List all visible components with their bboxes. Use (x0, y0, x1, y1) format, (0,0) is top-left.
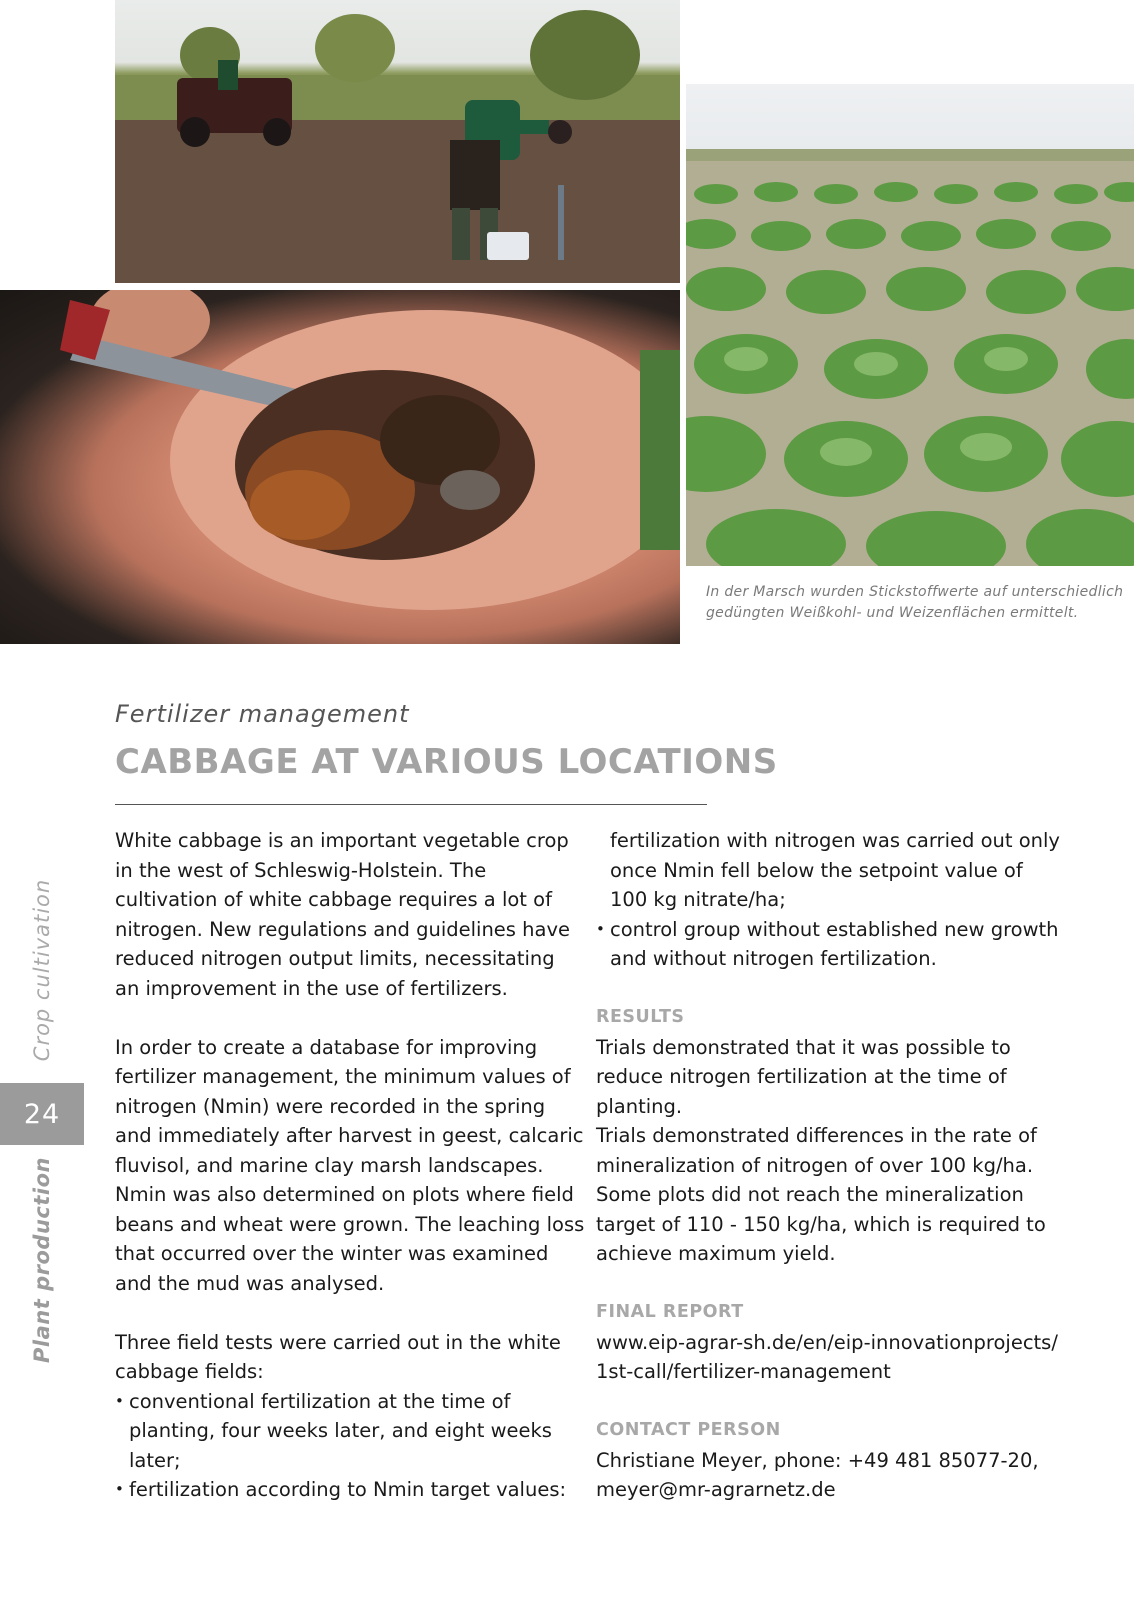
photo-cabbage-field (686, 84, 1134, 566)
section-label-text: Crop cultivation (30, 878, 54, 1062)
list-item: • conventional fertilization at the time of planting, four weeks later, and eight weeks later; (115, 1387, 585, 1476)
chapter-label-text: Plant production (30, 1157, 54, 1363)
list-item-continuation: fertilization with nitrogen was carried out only once Nmin fell below the setpoint value of 100 kg nitrate/ha; (610, 829, 1060, 911)
intro-paragraph: White cabbage is an important vegetable crop in the west of Schleswig-Holstein. The cultivation of white cabbage requires a lot of nitrogen. New regulations and guidelines have reduced nitrogen output limits, necessitating an improvement in the use of fertilizers. (115, 829, 571, 1000)
contact-phone: Christiane Meyer, phone: +49 481 85077-20, (596, 1448, 1039, 1472)
left-column (115, 826, 585, 1505)
field-tests-paragraph: Three field tests were carried out in the white cabbage fields: (115, 1330, 561, 1383)
title-divider (115, 804, 707, 805)
photo-soil-in-hand (0, 290, 680, 644)
field-illustration (115, 0, 680, 283)
article-title: CABBAGE AT VARIOUS LOCATIONS (115, 742, 778, 782)
photo-caption: In der Marsch wurden Stickstoffwerte auf unterschiedlich gedüngten Weißkohl- und Weizenflächen ermittelt. (706, 584, 1124, 621)
right-column (596, 826, 1066, 1505)
contact-heading: CONTACT PERSON (596, 1420, 781, 1440)
page-number: 24 (0, 1083, 84, 1145)
photo-soil-sampling-field (115, 0, 680, 283)
method-paragraph: In order to create a database for improving fertilizer management, the minimum values of nitrogen (Nmin) were recorded in the spring and immediately after harvest in geest, calcaric fluvisol, and marine clay marsh landscapes. Nmin was also determined on plots where field beans and wheat were grown. The leaching loss that occurred over the winter was examined and the mud was analysed. (115, 1035, 585, 1295)
article-subtitle: Fertilizer management (115, 700, 410, 728)
results-heading: RESULTS (596, 1007, 685, 1027)
contact-email[interactable]: meyer@mr-agrarnetz.de (596, 1478, 836, 1501)
soil-hand-illustration (0, 290, 680, 644)
list-item: • fertilization according to Nmin target values: (115, 1475, 585, 1505)
final-report-link[interactable]: www.eip-agrar-sh.de/en/eip-innovationprojects/1st-call/fertilizer-management (596, 1330, 1058, 1383)
results-paragraph: Trials demonstrated differences in the rate of mineralization of nitrogen of over 100 kg/ha. Some plots did not reach the mineralization target of 110 - 150 kg/ha, which is required to achieve maximum yield. (596, 1124, 1046, 1265)
results-paragraph: Trials demonstrated that it was possible to reduce nitrogen fertilization at the time of planting. (596, 1035, 1011, 1118)
list-item: • control group without established new growth and without nitrogen fertilization. (596, 915, 1066, 974)
chapter-label (24, 1157, 60, 1363)
cabbage-field-illustration (686, 84, 1134, 566)
section-label (24, 880, 60, 1060)
final-report-heading: FINAL REPORT (596, 1302, 744, 1322)
